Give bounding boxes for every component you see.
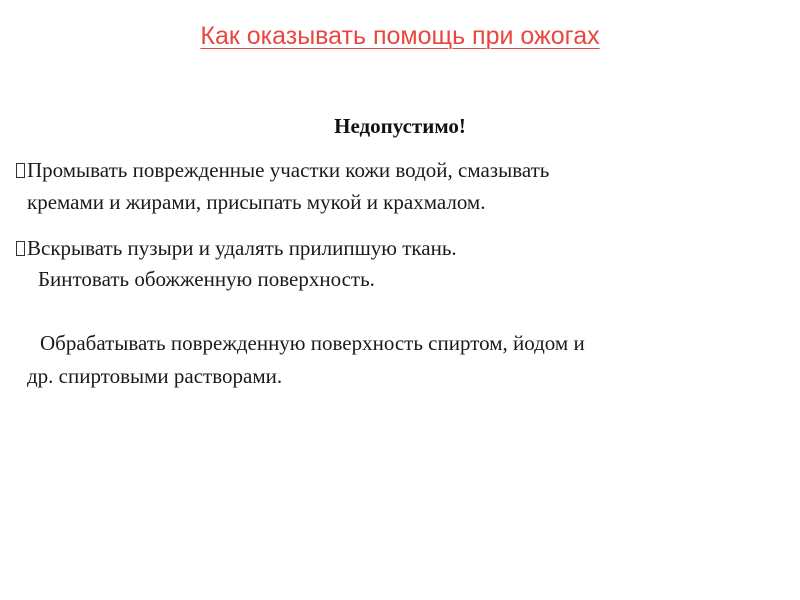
paragraph-line-1: Обрабатывать поврежденную поверхность спиртом, йодом и [40, 331, 585, 355]
list-item-2-line-2: Бинтовать обожженную поверхность. [38, 267, 375, 291]
list-item-2-text-1: Вскрывать пузыри и удалять прилипшую ткань. [27, 236, 457, 260]
slide-title: Как оказывать помощь при ожогах [200, 22, 600, 50]
list-item-2-line-1 [16, 236, 457, 261]
bullet-missing-glyph-icon [16, 241, 25, 256]
bullet-missing-glyph-icon [16, 163, 25, 178]
warning-heading: Недопустимо! [334, 114, 466, 138]
list-item-1-line-2: кремами и жирами, присыпать мукой и крахмалом. [27, 190, 486, 214]
list-item-1-text-1: Промывать поврежденные участки кожи водой, смазывать [27, 158, 550, 182]
paragraph-line-2: др. спиртовыми растворами. [27, 364, 283, 388]
list-item-1-line-1 [16, 158, 549, 183]
